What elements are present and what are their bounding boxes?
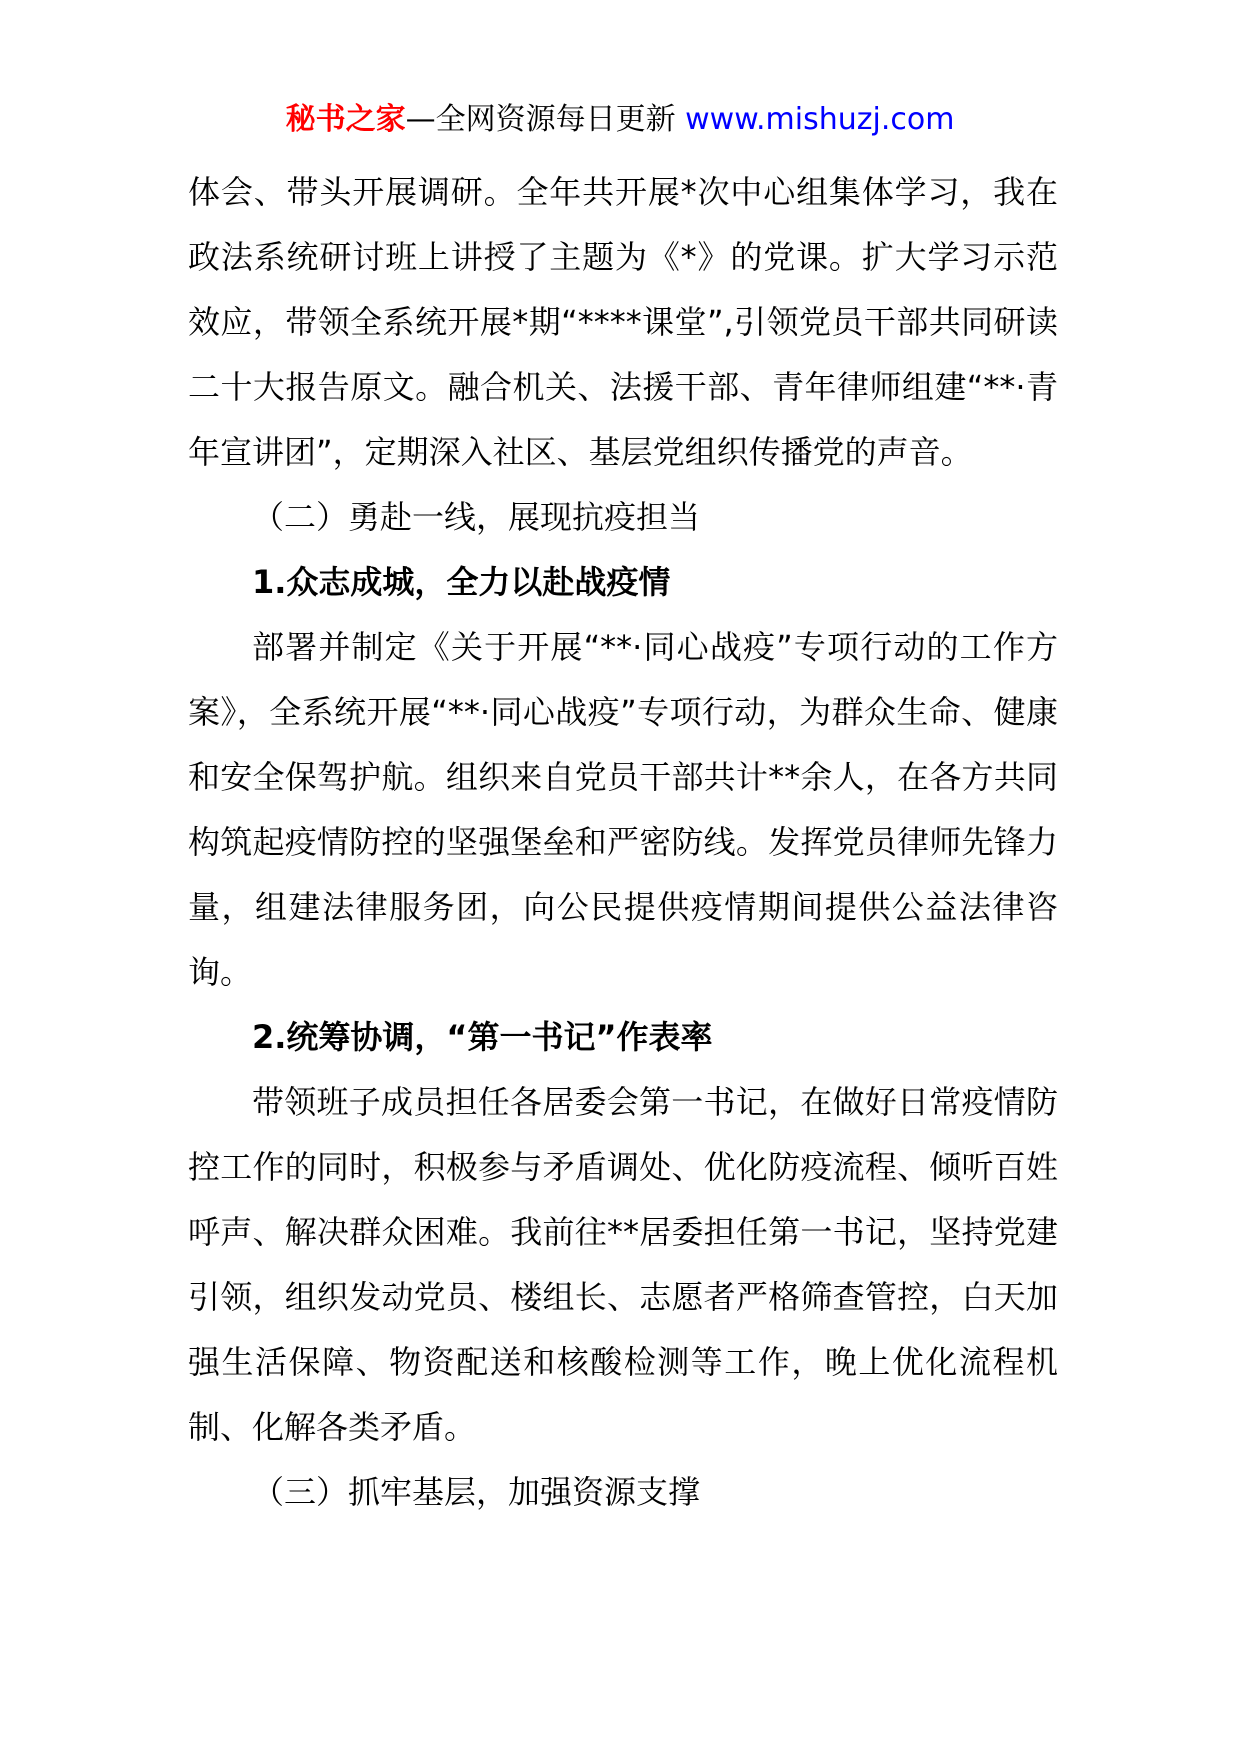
header-brand: 秘书之家: [285, 102, 406, 137]
paragraph-first-secretary: 带领班子成员担任各居委会第一书记，在做好日常疫情防控工作的同时，积极参与矛盾调处、优化防疫流程、倾听百姓呼声、解决群众困难。我前往**居委担任第一书记，坚持党建引领，组织发动党员、楼组长、志愿者严格筛查管控，白天加强生活保障、物资配送和核酸检测等工作，晚上优化流程机制、化解各类矛盾。: [188, 1083, 1058, 1446]
subheading-1: 1.众志成城，全力以赴战疫情: [252, 563, 671, 601]
header-tagline: —全网资源每日更新: [405, 102, 686, 137]
header-url[interactable]: www.mishuzj.com: [685, 102, 955, 137]
section-heading-2: （二）勇赴一线，展现抗疫担当: [252, 498, 701, 536]
document-body: [188, 160, 1058, 1525]
subheading-2: 2.统筹协调，“第一书记”作表率: [252, 1018, 713, 1056]
paragraph-epidemic-action: 部署并制定《关于开展“**·同心战疫”专项行动的工作方案》，全系统开展“**·同心战疫”专项行动，为群众生命、健康和安全保驾护航。组织来自党员干部共计**余人，在各方共同构筑起疫情防控的坚强堡垒和严密防线。发挥党员律师先锋力量，组建法律服务团，向公民提供疫情期间提供公益法律咨询。: [188, 628, 1058, 991]
page-header: [0, 100, 1240, 140]
paragraph-study: 体会、带头开展调研。全年共开展*次中心组集体学习，我在政法系统研讨班上讲授了主题为《*》的党课。扩大学习示范效应，带领全系统开展*期“****课堂”,引领党员干部共同研读二十大报告原文。融合机关、法援干部、青年律师组建“**·青年宣讲团”，定期深入社区、基层党组织传播党的声音。: [188, 173, 1058, 471]
section-heading-3: （三）抓牢基层，加强资源支撑: [252, 1473, 701, 1511]
